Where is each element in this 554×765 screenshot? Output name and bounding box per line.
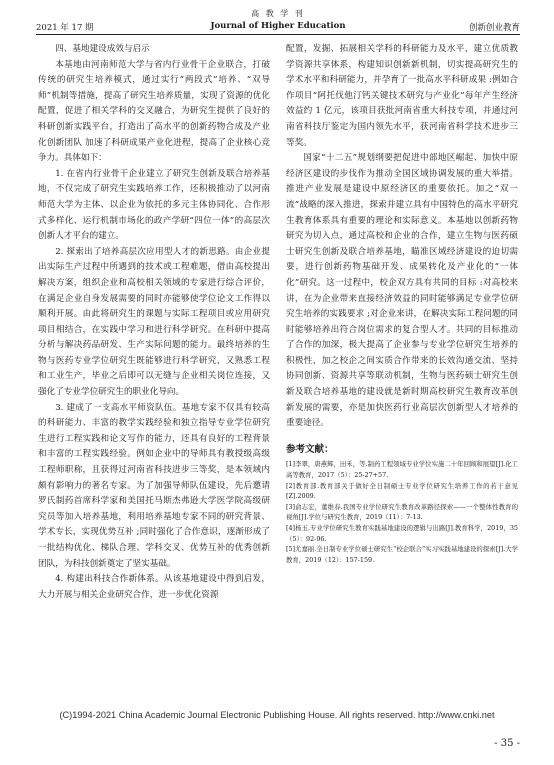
journal-title-cn: 高 教 学 刊 bbox=[251, 9, 305, 18]
reference-item: [1]李翠，唐燕辉，田禾，等.制药工程领域专业学位实施二十年回顾和展望[J].化工高等教育，2017（5）：25-27+57. bbox=[286, 460, 518, 480]
reference-item: [5]尤嘉丽.全日制专业学位硕士研究生“校企联合”实习实践基地建设的探索[J].大学教育，2019（12）：157-159. bbox=[286, 545, 518, 564]
paragraph: 国家“十二五”规划纲要把促进中部地区崛起、加快中原经济区建设的步伐作为推动全国区域协调发展的重大举措。推进产业发展是建设中原经济区的重要依托。加之“双一流”战略的深入推进，探索并建立具有中国特色的高水平研究生教育体系具有重要的理论和实际意义。本基地以创新药物研究为切入点，通过高校和企业的合作，建立生物与医药硕士研究生创新及联合培养基地，瞄准区域经济建设的迫切需要，进行创新药物基础开发、成果转化及产业化的“一体化”研究。这一过程中，校企双方具有共同的目标 :对高校来讲，在为企业带来直接经济效益的同时能够满足专业学位研究生培养的实践要求 ;对企业来讲，在解决实际工程问题的同时能够培养出符合岗位需求的复合型人才。共同的目标推动了合作的加深，极大提高了企业参与专业学位研究生培养的积极性，加之校企之间实质合作带来的长效沟通交流、坚持协同创新、资源共享等联动机制，生物与医药硕士研究生创新及联合培养基地的建设就是新时期高校研究生教育改革创新发展的需要，亦是加快医药行业高层次创新型人才培养的重要途径。 bbox=[286, 153, 518, 429]
journal-title-en: Journal of Higher Education bbox=[210, 21, 346, 31]
right-column bbox=[286, 42, 518, 565]
reference-item: [3]俞志宏，董维春.我国专业学位研究生教育改革路径探索——一个整体性教育的视角[J].学位与研究生教育，2019（11）：7-13. bbox=[286, 502, 518, 522]
paragraph: 3. 建成了一支高水平师资队伍。基地专家不仅具有较高的科研能力、丰富的教学实践经验和独立指导专业学位研究生进行工程实践和论文写作的能力，还具有良好的工程背景和丰富的工程实践经验。例如企业中的导师具有教授级高级工程师职称，且获得过河南省科技进步三等奖，是本领域内颇有影响力的著名专家。为了加强导师队伍建设，先后邀请罗氏制药首席科学家和美国托马斯杰弗逊大学医学院高级研究员等加入培养基地，利用培养基地专家不同的研究背景、学术专长，实现优势互补 ;同时强化了合作意识，逐渐形成了一批结构优化、梯队合理、学科交叉、优势互补的优秀创新团队，为科技创新奠定了坚实基础。 bbox=[38, 402, 270, 569]
issue-label: 2021 年 17 期 bbox=[36, 23, 94, 33]
header-rule bbox=[36, 34, 520, 35]
page-number: - 35 - bbox=[494, 738, 520, 749]
section-heading: 四、基地建设成效与启示 bbox=[55, 44, 150, 54]
copyright-notice: (C)1994-2021 China Academic Journal Electronic Publishing House. All rights reserved. http://www.cnki.net bbox=[59, 710, 495, 720]
references-title: 参考文献： bbox=[286, 443, 334, 455]
paragraph: 4. 构建出科技合作新体系。从该基地建设中得到启发，大力开展与相关企业研究合作，进一步优化资源 bbox=[38, 574, 270, 600]
section-label: 创新创业教育 bbox=[468, 23, 520, 33]
paragraph: 配置，发掘、拓展相关学科的科研能力及水平，建立优质教学资源共享体系，构建知识创新新机制，切实提高研究生的学术水平和科研能力，并孕育了一批高水平科研成果 :例如合作项目“阿托伐他汀钙关键技术研究与产业化”每年产生经济效益约 1 亿元，该项目获批河南省重大科技专项，并通过河南省科技厅鉴定为国内领先水平，获河南省科学技术进步三等奖。 bbox=[286, 44, 518, 148]
reference-item: [4]杨玉.专业学位研究生教育实践基地建设的逻辑与出路[J].教育科学，2019，35（5）：92-96. bbox=[286, 524, 518, 543]
page-header bbox=[36, 8, 520, 42]
left-column bbox=[38, 42, 270, 603]
paragraph: 本基地由河南师范大学与省内行业骨干企业联合，打破传统的研究生培养模式，通过实行“两段式”培养、“双导师”机制等措施，提高了研究生培养质量，实现了资源的优化配置，促进了相关学科的交叉融合，为研究生提供了良好的科研创新实践平台，打造出了高水平的创新药物合成及产业化创新团队 加速了科研成果产业化进程，提高了企业核心竞争力。具体如下： bbox=[38, 59, 270, 164]
paragraph: 2. 探索出了培养高层次应用型人才的新思路。由企业提出实际生产过程中所遇到的技术或工程难题，借由高校提出解决方案，组织企业和高校相关领域的专家进行综合评价，在满足企业自身发展需要的同时亦能够使学位论文工作得以顺利开展。由此将研究生的课题与实际工程项目或应用研究项目相结合，在实践中学习和进行科学研究。在科研中提高分析与解决药品研发、生产实际问题的能力。最终培养的生物与医药专业学位研究生既能够进行科学研究，又熟悉工程和工业生产，毕业之后即可以无缝与企业相关岗位连接，又强化了专业学位研究生的职业化导向。 bbox=[38, 246, 270, 398]
paragraph: 1. 在省内行业骨干企业建立了研究生创新及联合培养基地，不仅完成了研究生实践培养工作，还积极推动了以河南师范大学为主体、以企业为依托的多元主体协同化、合作形式多样化、运行机制市场化的政产学研“四位一体”的高层次创新人才平台的建立。 bbox=[38, 168, 270, 242]
reference-item: [2]教育部.教育部关于做好全日制硕士专业学位研究生培养工作的若干意见[Z].2009. bbox=[286, 481, 518, 501]
